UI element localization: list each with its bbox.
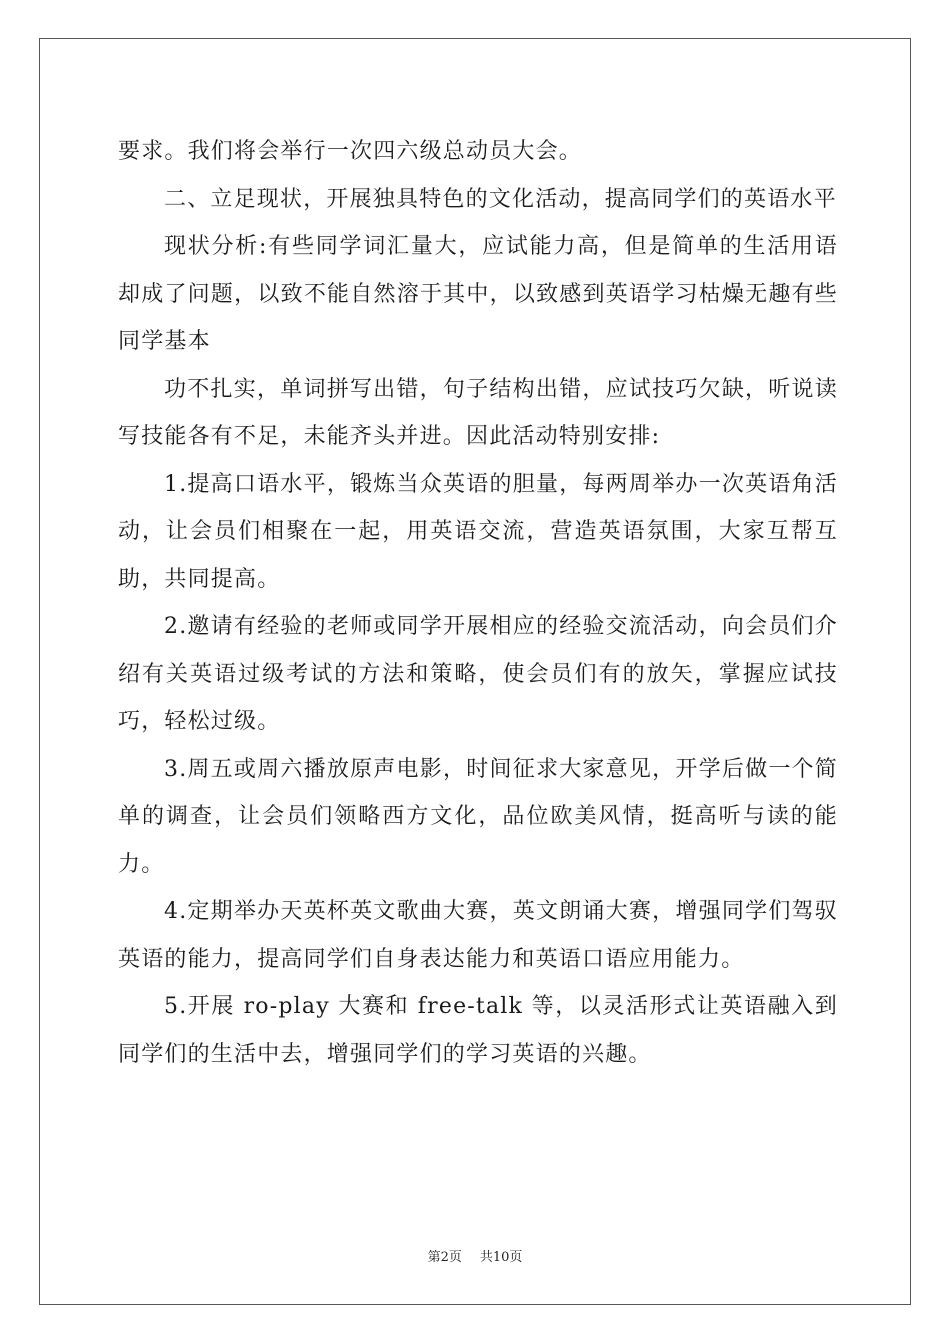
paragraph-5: 1.提高口语水平，锻炼当众英语的胆量，每两周举办一次英语角活动，让会员们相聚在一起，用英语交流，营造英语氛围，大家互帮互助，共同提高。 [118, 471, 838, 592]
paragraph-4: 功不扎实，单词拼写出错，句子结构出错，应试技巧欠缺，听说读写技能各有不足，未能齐头并进。因此活动特别安排: [118, 376, 838, 449]
paragraph-7: 3.周五或周六播放原声电影，时间征求大家意见，开学后做一个简单的调查，让会员们领略西方文化，品位欧美风情，挺高听与读的能力。 [118, 756, 838, 877]
document-body [118, 128, 838, 1078]
paragraph-9: 5.开展 ro-play 大赛和 free-talk 等，以灵活形式让英语融入到同学们的生活中去，增强同学们的学习英语的兴趣。 [118, 994, 838, 1067]
page-number-current: 第2页 [427, 1250, 462, 1265]
paragraph-2: 二、立足现状，开展独具特色的文化活动，提高同学们的英语水平 [164, 186, 837, 212]
paragraph-6: 2.邀请有经验的老师或同学开展相应的经验交流活动，向会员们介绍有关英语过级考试的方法和策略，使会员们有的放矢，掌握应试技巧，轻松过级。 [118, 614, 838, 734]
paragraph-8: 4.定期举办天英杯英文歌曲大赛，英文朗诵大赛，增强同学们驾驭英语的能力，提高同学们自身表达能力和英语口语应用能力。 [118, 899, 838, 972]
paragraph-1: 要求。我们将会举行一次四六级总动员大会。 [118, 139, 583, 164]
page-number-total: 共10页 [479, 1250, 523, 1265]
page-footer [0, 1246, 950, 1265]
paragraph-3: 现状分析:有些同学词汇量大，应试能力高，但是简单的生活用语却成了问题，以致不能自然溶于其中，以致感到英语学习枯燥无趣有些同学基本 [118, 234, 838, 354]
